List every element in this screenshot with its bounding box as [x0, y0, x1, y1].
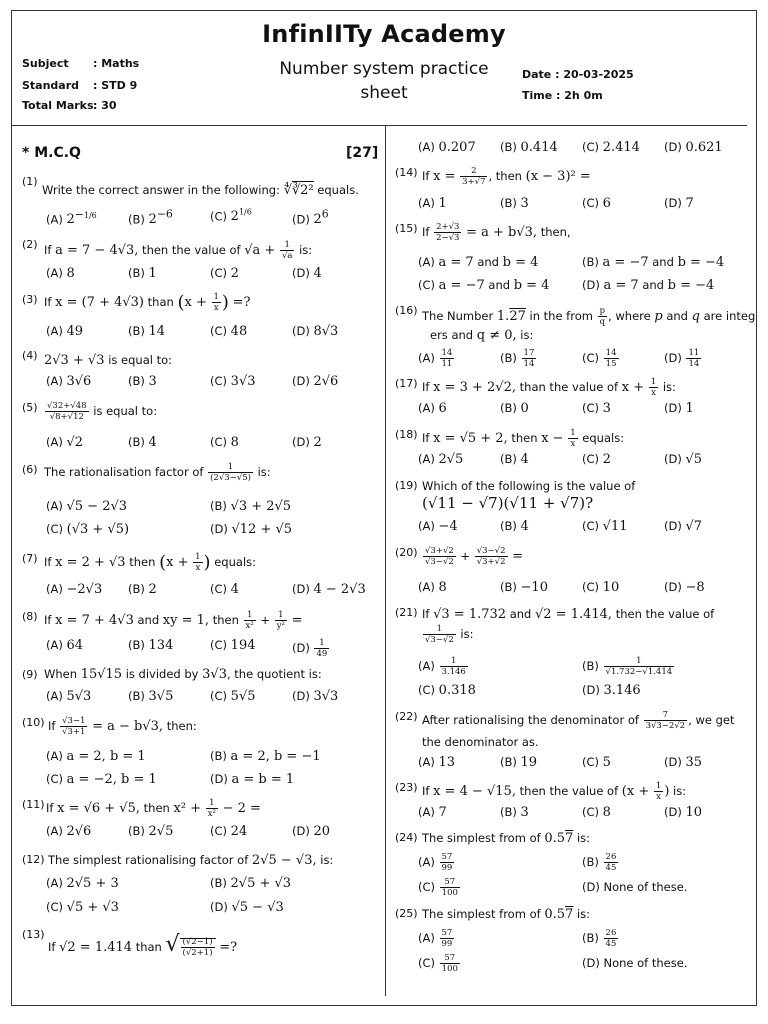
question-4-text: 2√3 + √3 is equal to: [44, 353, 173, 368]
question-1-text: Write the correct answer in the following: ∜∛2² equals. [42, 183, 359, 198]
question-23-text: If x = 4 − √15, then the value of (x + $\frac{1}{x}$ ) is: [422, 781, 687, 802]
question-12-text: The simplest rationalising factor of 2√5 − √3, is: [48, 853, 334, 868]
section-title: * M.C.Q [22, 145, 81, 161]
time-text: Time : 2h 0m [522, 89, 603, 102]
question-number: (21) [395, 606, 418, 619]
question-number: (25) [395, 907, 418, 920]
question-number: (23) [395, 781, 418, 794]
question-9-text: When 15√15 is divided by 3√3, the quotient is: [44, 667, 322, 682]
question-number: (11) [22, 798, 45, 811]
question-number: (14) [395, 166, 418, 179]
question-15-text: If $\frac{2+√3}{2-√3}$ = a + b√3, then, [422, 222, 571, 243]
question-17-text: If x = 3 + 2√2, than the value of x + $\frac{1}{x}$ is: [422, 377, 676, 398]
academy-title: InfinIITy Academy [262, 20, 506, 48]
question-18-text: If x = √5 + 2, then x − $\frac{1}{x}$ equals: [422, 428, 625, 449]
question-number: (15) [395, 222, 418, 235]
question-22-text: After rationalising the denominator of $\frac{7}{3√3-2√2}$ , we get [422, 710, 735, 731]
question-16-text: The Number 1.27 in the from $\frac{p}{q}$ , where p and q are integ [422, 306, 756, 327]
question-3-text: If x = (7 + 4√3) than (x + $\frac{1}{x}$ ) =? [44, 292, 251, 313]
question-number: (9) [22, 668, 38, 681]
question-10-text: If $\frac{√3-1}{√3+1}$ = a − b√3, then: [48, 716, 197, 737]
question-number: (18) [395, 428, 418, 441]
standard-label: Standard [22, 79, 80, 92]
question-number: (2) [22, 238, 38, 251]
question-number: (5) [22, 401, 38, 414]
date-text: Date : 20-03-2025 [522, 68, 634, 81]
sheet-subtitle: Number system practice sheet [279, 59, 489, 103]
question-number: (17) [395, 377, 418, 390]
question-number: (12) [22, 853, 45, 866]
question-number: (16) [395, 304, 418, 317]
question-number: (24) [395, 831, 418, 844]
question-number: (7) [22, 552, 38, 565]
question-2-text: If a = 7 − 4√3, then the value of √a + $\frac{1}{√a}$ is: [44, 240, 313, 261]
question-7-text: If x = 2 + √3 then (x + $\frac{1}{x}$ ) equals: [44, 552, 257, 573]
question-11-text: If x = √6 + √5, then x² + $\frac{1}{\text{x²}}$ − 2 = [46, 798, 261, 819]
question-number: (4) [22, 349, 38, 362]
question-13-text: If √2 = 1.414 than √ $\frac{(√2-1)}{(√2+1)}$ =? [48, 932, 238, 958]
standard-value: : STD 9 [93, 79, 138, 92]
section-marks: [27] [346, 145, 379, 161]
question-8-text: If x = 7 + 4√3 and xy = 1, then $\frac{1}{\text{x²}}$ + $\frac{1}{\text{y²}}$ = [44, 610, 303, 631]
question-number: (19) [395, 479, 418, 492]
question-24-text: The simplest from of 0.57 is: [422, 831, 591, 846]
question-number: (1) [22, 175, 38, 188]
question-number: (20) [395, 546, 418, 559]
question-21-text: If √3 = 1.732 and √2 = 1.414, then the value of [422, 607, 715, 622]
header-divider [11, 125, 747, 126]
question-number: (10) [22, 716, 45, 729]
question-19-text: Which of the following is the value of [422, 479, 636, 493]
subject-label: Subject [22, 57, 69, 70]
question-number: (22) [395, 710, 418, 723]
q1-options: (A) $2^{-1/6}$ [46, 208, 97, 228]
question-number: (6) [22, 463, 38, 476]
total-marks-label: Total Marks [22, 99, 94, 112]
question-25-text: The simplest from of 0.57 is: [422, 907, 591, 922]
question-20-text: $\frac{√3+√2}{√3-√2}$ + $\frac{√3-√2}{√3+√2}$ = [425, 546, 524, 567]
question-number: (3) [22, 293, 38, 306]
question-number: (13) [22, 928, 45, 941]
subject-value: : Maths [93, 57, 140, 70]
question-5-text: $\frac{√32+√48}{√8+√12}$ is equal to: [47, 401, 158, 422]
question-14-text: If x = $\frac{2}{3+√7}$ , then (x − 3)² = [422, 166, 591, 187]
column-divider [385, 126, 386, 996]
total-marks-value: : 30 [93, 99, 117, 112]
question-6-text: The rationalisation factor of $\frac{1}{(2√3-√5)}$ is: [44, 462, 271, 483]
question-number: (8) [22, 610, 38, 623]
